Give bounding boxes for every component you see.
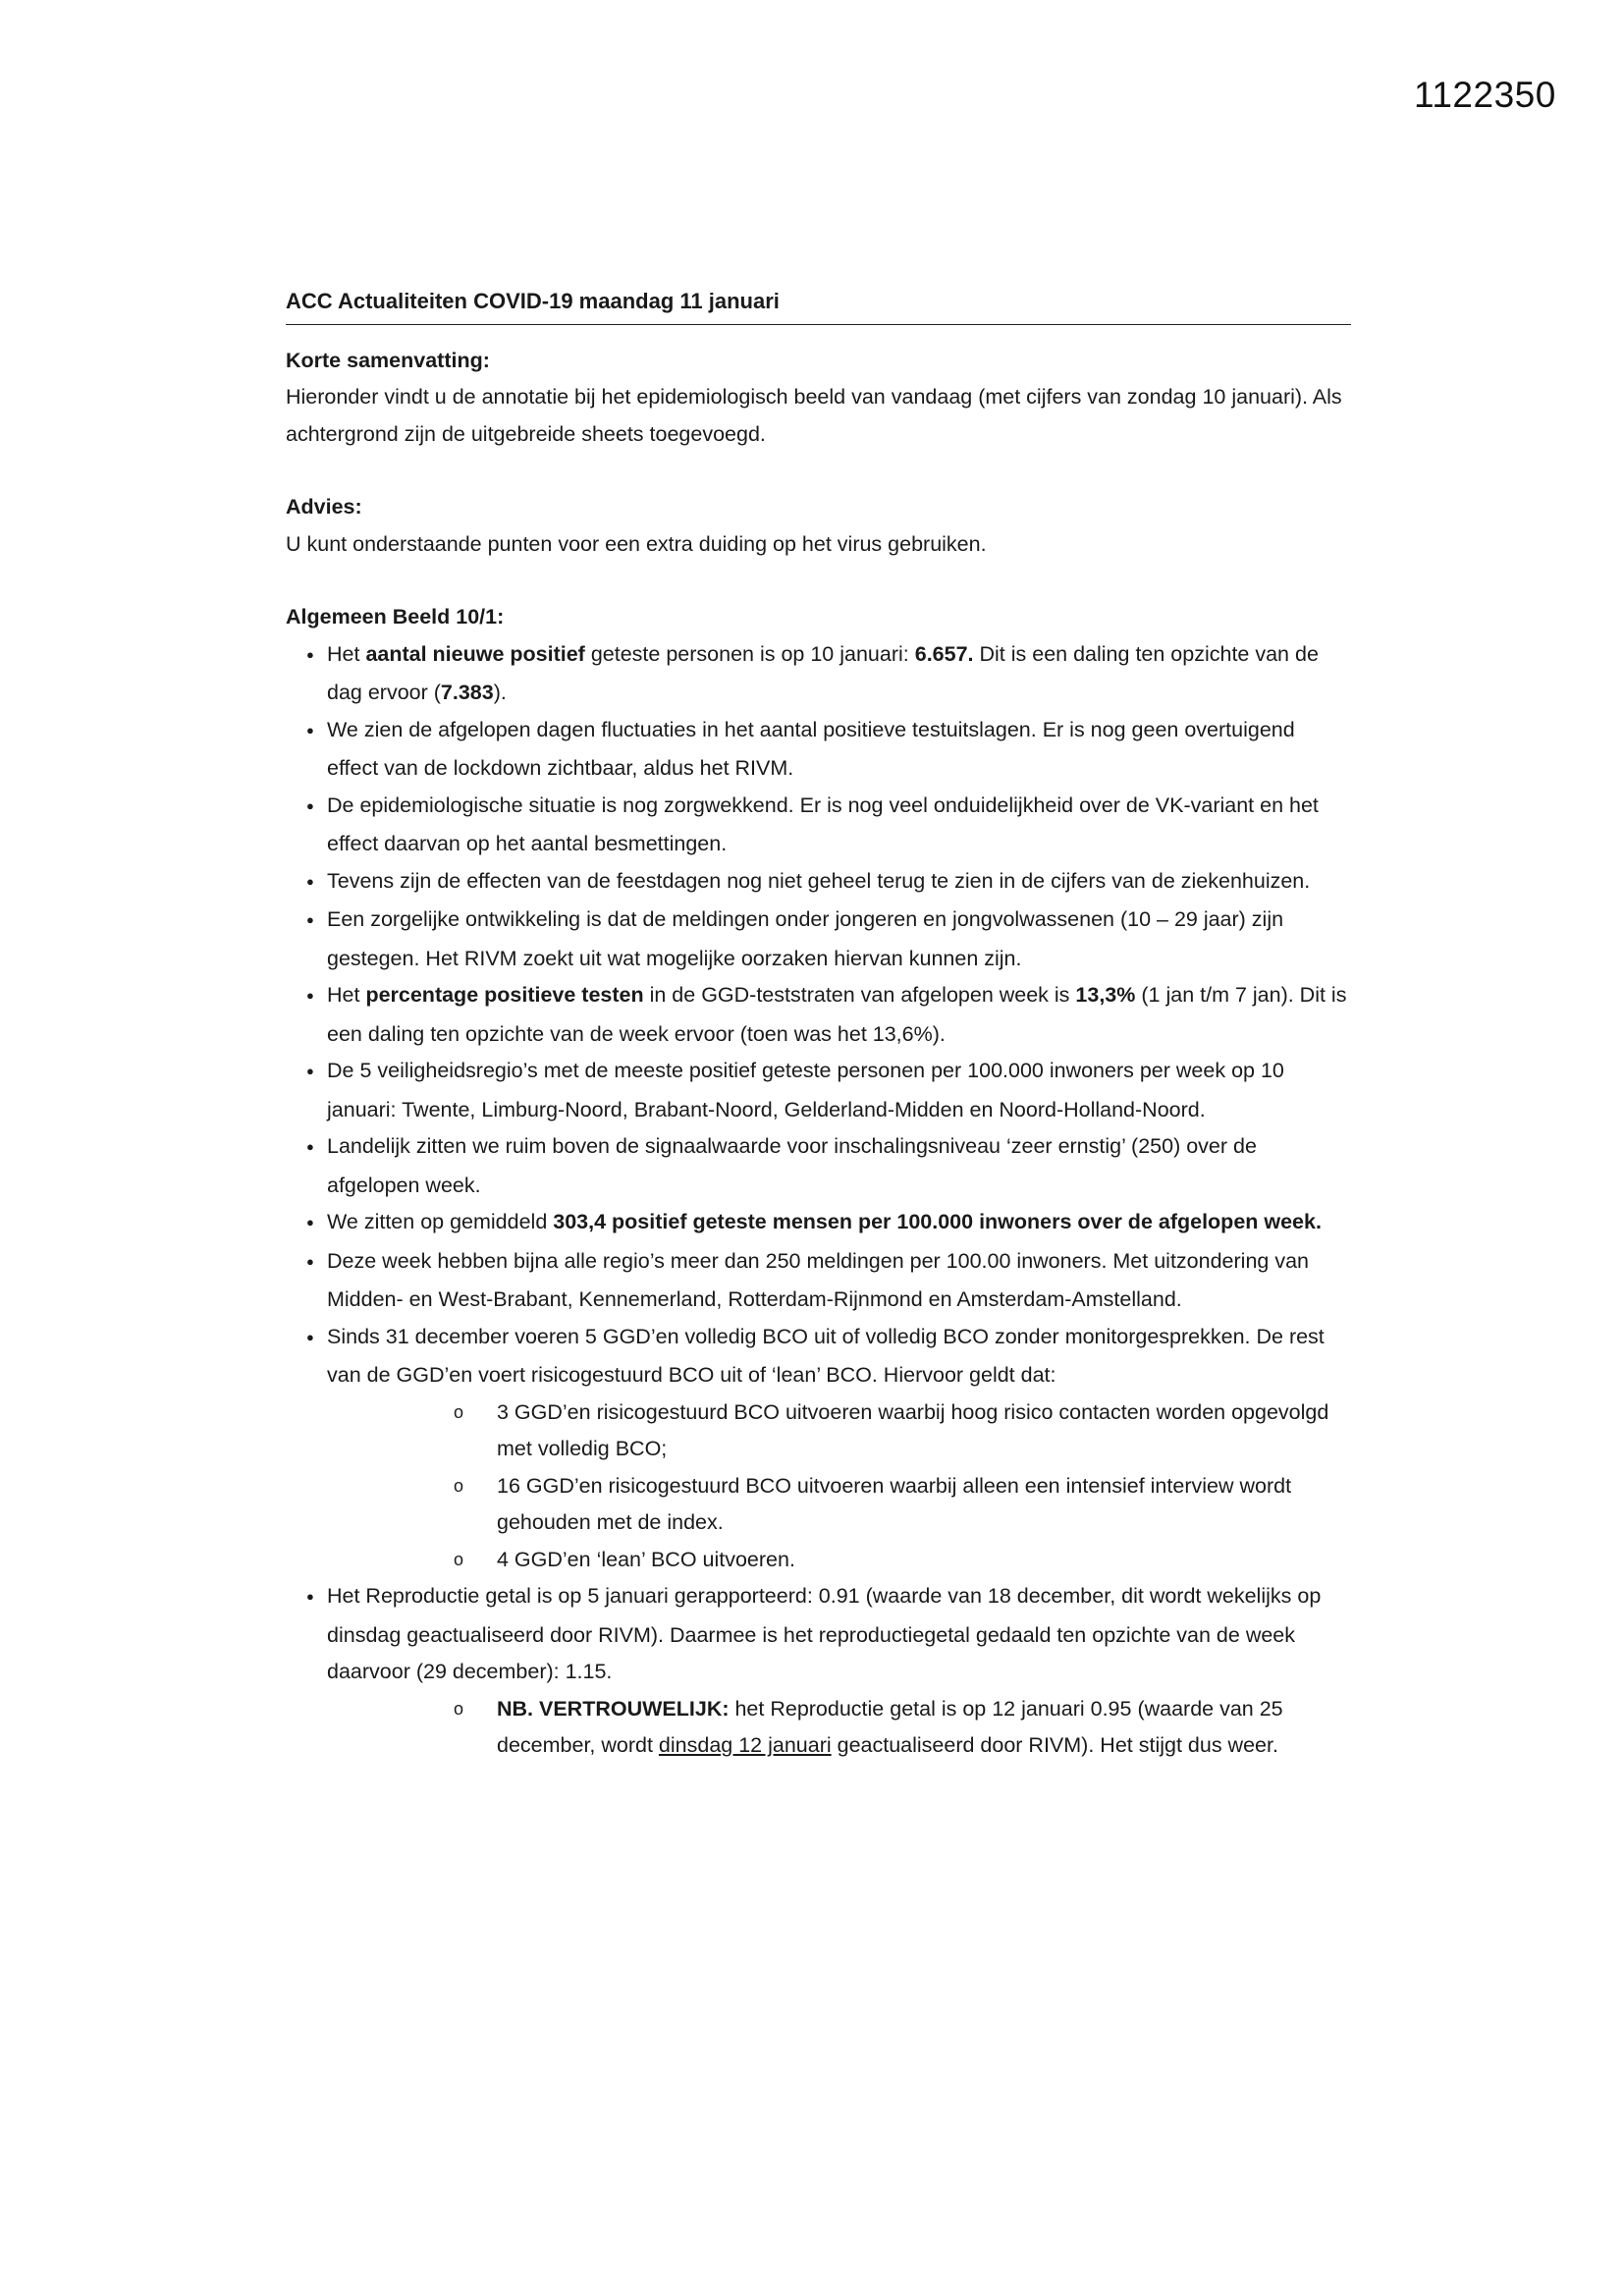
list-item: ●Het aantal nieuwe positief geteste personen is op 10 januari: 6.657. Dit is een daling ten opzichte van de dag ervoor (7.383). bbox=[286, 636, 1351, 712]
list-item: ●Sinds 31 december voeren 5 GGD’en volledig BCO uit of volledig BCO zonder monitorgesprekken. De rest van de GGD’en voert risicogestuurd BCO uit of ‘lean’ BCO. Hiervoor geldt dat: o 3 GGD’en risicogestuurd BCO uitvoeren waarbij hoog risico contacten worden opgevolgd met volledig BCO; o 16 GGD’en risicogestuurd BCO uitvoeren waarbij alleen een intensief interview wordt gehouden met de index. o 4 GGD’en ‘lean’ BCO uitvoeren. bbox=[286, 1319, 1351, 1579]
list-item: ●Een zorgelijke ontwikkeling is dat de meldingen onder jongeren en jongvolwassenen (10 – 29 jaar) zijn gestegen. Het RIVM zoekt uit wat mogelijke oorzaken hiervan kunnen zijn. bbox=[286, 902, 1351, 977]
summary-text: Hieronder vindt u de annotatie bij het epidemiologisch beeld van vandaag (met cijfers van zondag 10 januari). Als achtergrond zijn de uitgebreide sheets toegevoegd. bbox=[286, 385, 1342, 446]
general-heading: Algemeen Beeld 10/1: bbox=[286, 605, 505, 629]
page-number: 1122350 bbox=[1414, 75, 1556, 115]
list-item: ●Het Reproductie getal is op 5 januari gerapporteerd: 0.91 (waarde van 18 december, dit wordt wekelijks op dinsdag geactualiseerd door RIVM). Daarmee is het reproductiegetal gedaald ten opzichte van de week daarvoor (29 december): 1.15. o NB. VERTROUWELIJK: het Reproductie getal is op 12 januari 0.95 (waarde van 25 december, wordt dinsdag 12 januari geactualiseerd door RIVM). Het stijgt dus weer. bbox=[286, 1578, 1351, 1765]
list-item: ●Deze week hebben bijna alle regio’s meer dan 250 meldingen per 100.00 inwoners. Met uitzondering van Midden- en West-Brabant, Kennemerland, Rotterdam-Rijnmond en Amsterdam-Amstelland. bbox=[286, 1243, 1351, 1319]
bullet-list bbox=[286, 636, 1351, 1765]
sub-list-item: o 4 GGD’en ‘lean’ BCO uitvoeren. bbox=[454, 1547, 795, 1571]
sub-list-item: o NB. VERTROUWELIJK: het Reproductie getal is op 12 januari 0.95 (waarde van 25 december, wordt dinsdag 12 januari geactualiseerd door RIVM). Het stijgt dus weer. bbox=[454, 1696, 1283, 1757]
list-item: ●We zitten op gemiddeld 303,4 positief geteste mensen per 100.000 inwoners over de afgelopen week. bbox=[286, 1204, 1351, 1243]
list-item: ●De 5 veiligheidsregio’s met de meeste positief geteste personen per 100.000 inwoners per week op 10 januari: Twente, Limburg-Noord, Brabant-Noord, Gelderland-Midden en Noord-Holland-Noord. bbox=[286, 1053, 1351, 1128]
list-item: ●De epidemiologische situatie is nog zorgwekkend. Er is nog veel onduidelijkheid over de VK-variant en het effect daarvan op het aantal besmettingen. bbox=[286, 788, 1351, 863]
sub-list bbox=[327, 1691, 1351, 1765]
advice-heading: Advies: bbox=[286, 495, 362, 519]
summary-heading: Korte samenvatting: bbox=[286, 348, 490, 372]
sub-list-item: o 3 GGD’en risicogestuurd BCO uitvoeren waarbij hoog risico contacten worden opgevolgd met volledig BCO; bbox=[454, 1399, 1329, 1460]
document-title: ACC Actualiteiten COVID-19 maandag 11 januari bbox=[286, 283, 1351, 325]
document-body bbox=[286, 283, 1351, 1765]
list-item: ●We zien de afgelopen dagen fluctuaties in het aantal positieve testuitslagen. Er is nog geen overtuigend effect van de lockdown zichtbaar, aldus het RIVM. bbox=[286, 712, 1351, 788]
advice-text: U kunt onderstaande punten voor een extra duiding op het virus gebruiken. bbox=[286, 531, 987, 556]
list-item: ●Tevens zijn de effecten van de feestdagen nog niet geheel terug te zien in de cijfers van de ziekenhuizen. bbox=[286, 863, 1351, 902]
sub-list-item: o 16 GGD’en risicogestuurd BCO uitvoeren waarbij alleen een intensief interview wordt gehouden met de index. bbox=[454, 1473, 1292, 1534]
list-item: ●Landelijk zitten we ruim boven de signaalwaarde voor inschalingsniveau ‘zeer ernstig’ (250) over de afgelopen week. bbox=[286, 1128, 1351, 1204]
sub-list bbox=[327, 1394, 1351, 1579]
list-item: ●Het percentage positieve testen in de GGD-teststraten van afgelopen week is 13,3% (1 jan t/m 7 jan). Dit is een daling ten opzichte van de week ervoor (toen was het 13,6%). bbox=[286, 977, 1351, 1053]
